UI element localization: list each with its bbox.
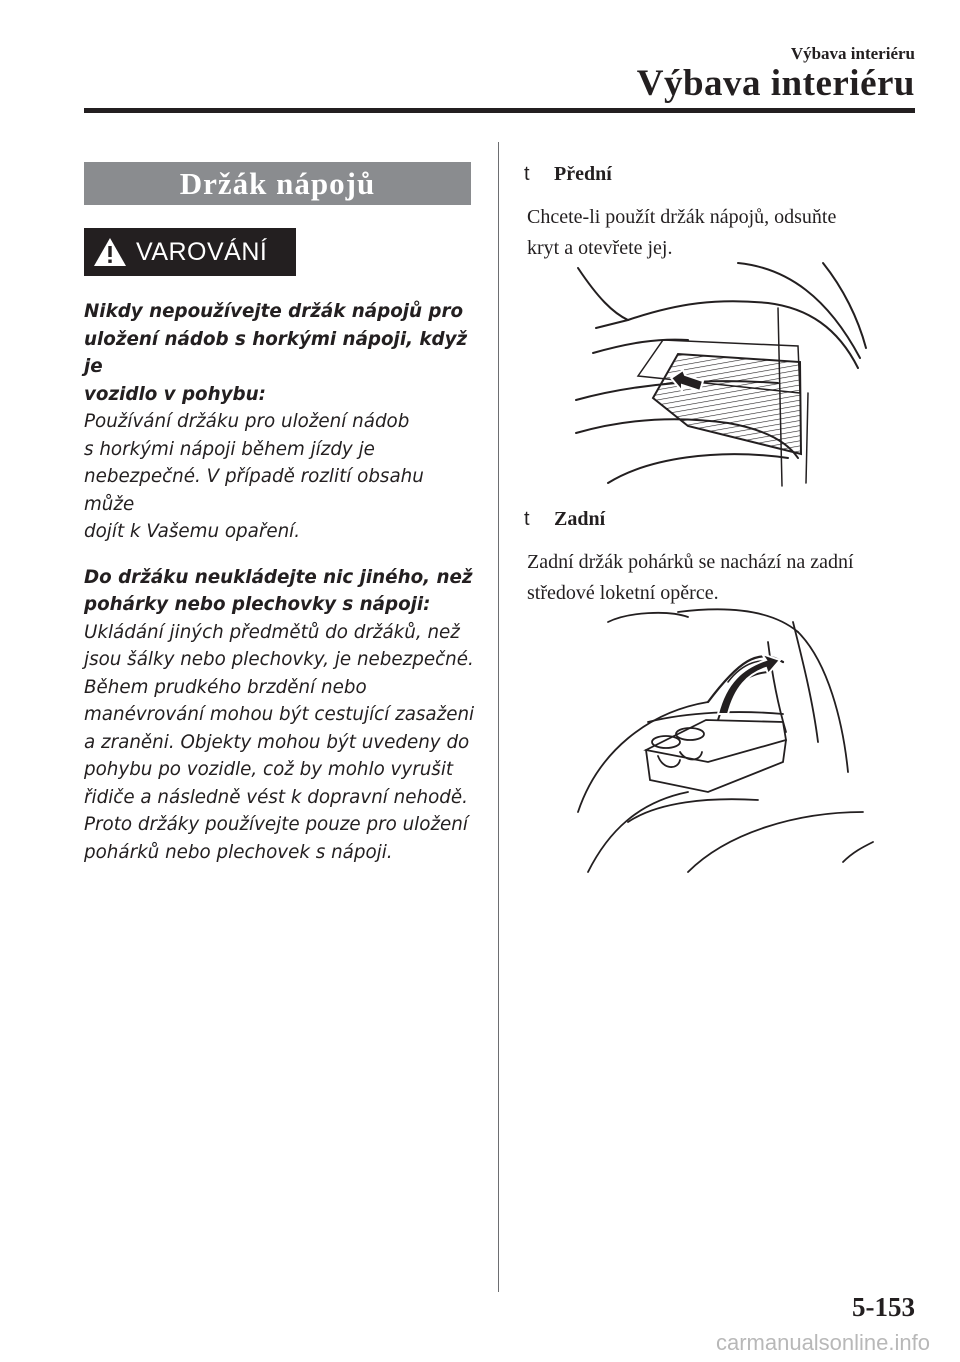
front-heading: [524, 163, 612, 186]
bullet-marker: t: [524, 508, 530, 530]
warning-block-2: [84, 564, 479, 867]
front-text-line: kryt a otevřete jej.: [527, 237, 673, 259]
rear-text: [527, 547, 927, 609]
column-divider: [498, 142, 499, 1292]
warning-heading-line: Nikdy nepoužívejte držák nápojů pro: [84, 301, 464, 322]
warning-body-line: a zraněni. Objekty mohou být uvedeny do: [84, 731, 470, 753]
running-header-title: Výbava interiéru: [636, 63, 915, 104]
warning-body-line: jsou šálky nebo plechovky, je nebezpečné.: [84, 649, 474, 670]
section-title: Držák nápojů: [84, 162, 471, 205]
rear-heading: [524, 508, 605, 531]
rear-cupholder-illustration: [568, 602, 880, 892]
warning-body-line: dojít k Vašemu opaření.: [84, 521, 301, 542]
warning-body-line: řidiče a následně vést k dopravní nehodě.: [84, 786, 468, 808]
warning-badge: [84, 228, 296, 276]
bullet-marker: t: [524, 163, 530, 185]
front-cupholder-illustration: [568, 258, 876, 488]
warning-body-line: manévrování mohou být cestující zasaženi: [84, 704, 475, 725]
front-text-line: Chcete-li použít držák nápojů, odsuňte: [527, 206, 837, 228]
fold-down-arrow-icon: [718, 654, 780, 714]
warning-body-line: Během prudkého brzdění nebo: [84, 676, 367, 698]
warning-body-line: pohybu po vozidle, což by mohlo vyrušit: [84, 759, 454, 780]
warning-heading-line: uložení nádob s horkými nápoji, když je: [84, 328, 468, 377]
front-heading-text: Přední: [554, 163, 612, 185]
rear-heading-text: Zadní: [554, 508, 606, 530]
rear-text-line: Zadní držák pohárků se nachází na zadní: [527, 551, 854, 573]
warning-heading-line: pohárky nebo plechovky s nápoji:: [84, 594, 431, 615]
warning-body-line: nebezpečné. V případě rozlití obsahu může: [84, 466, 424, 515]
rear-text-line: středové loketní opěrce.: [527, 582, 719, 604]
warning-label: VAROVÁNÍ: [136, 237, 268, 266]
front-text: [527, 202, 927, 264]
warning-body-line: pohárků nebo plechovek s nápoji.: [84, 841, 393, 863]
page-number: 5-153: [852, 1292, 915, 1322]
warning-body-line: Proto držáky používejte pouze pro uložení: [84, 814, 468, 835]
warning-heading-line: vozidlo v pohybu:: [84, 383, 266, 405]
warning-block-1: [84, 298, 479, 546]
warning-heading-line: Do držáku neukládejte nic jiného, než: [84, 566, 473, 588]
warning-body-line: Ukládání jiných předmětů do držáků, než: [84, 621, 460, 643]
watermark: carmanualsonline.info: [715, 1330, 930, 1355]
header-rule: [84, 108, 915, 113]
warning-body-line: Používání držáku pro uložení nádob: [84, 411, 410, 432]
warning-body-line: s horkými nápoji během jízdy je: [84, 438, 375, 460]
warning-triangle-icon: [92, 236, 128, 268]
running-header-small: Výbava interiéru: [790, 44, 915, 63]
warning-text: [84, 298, 479, 866]
